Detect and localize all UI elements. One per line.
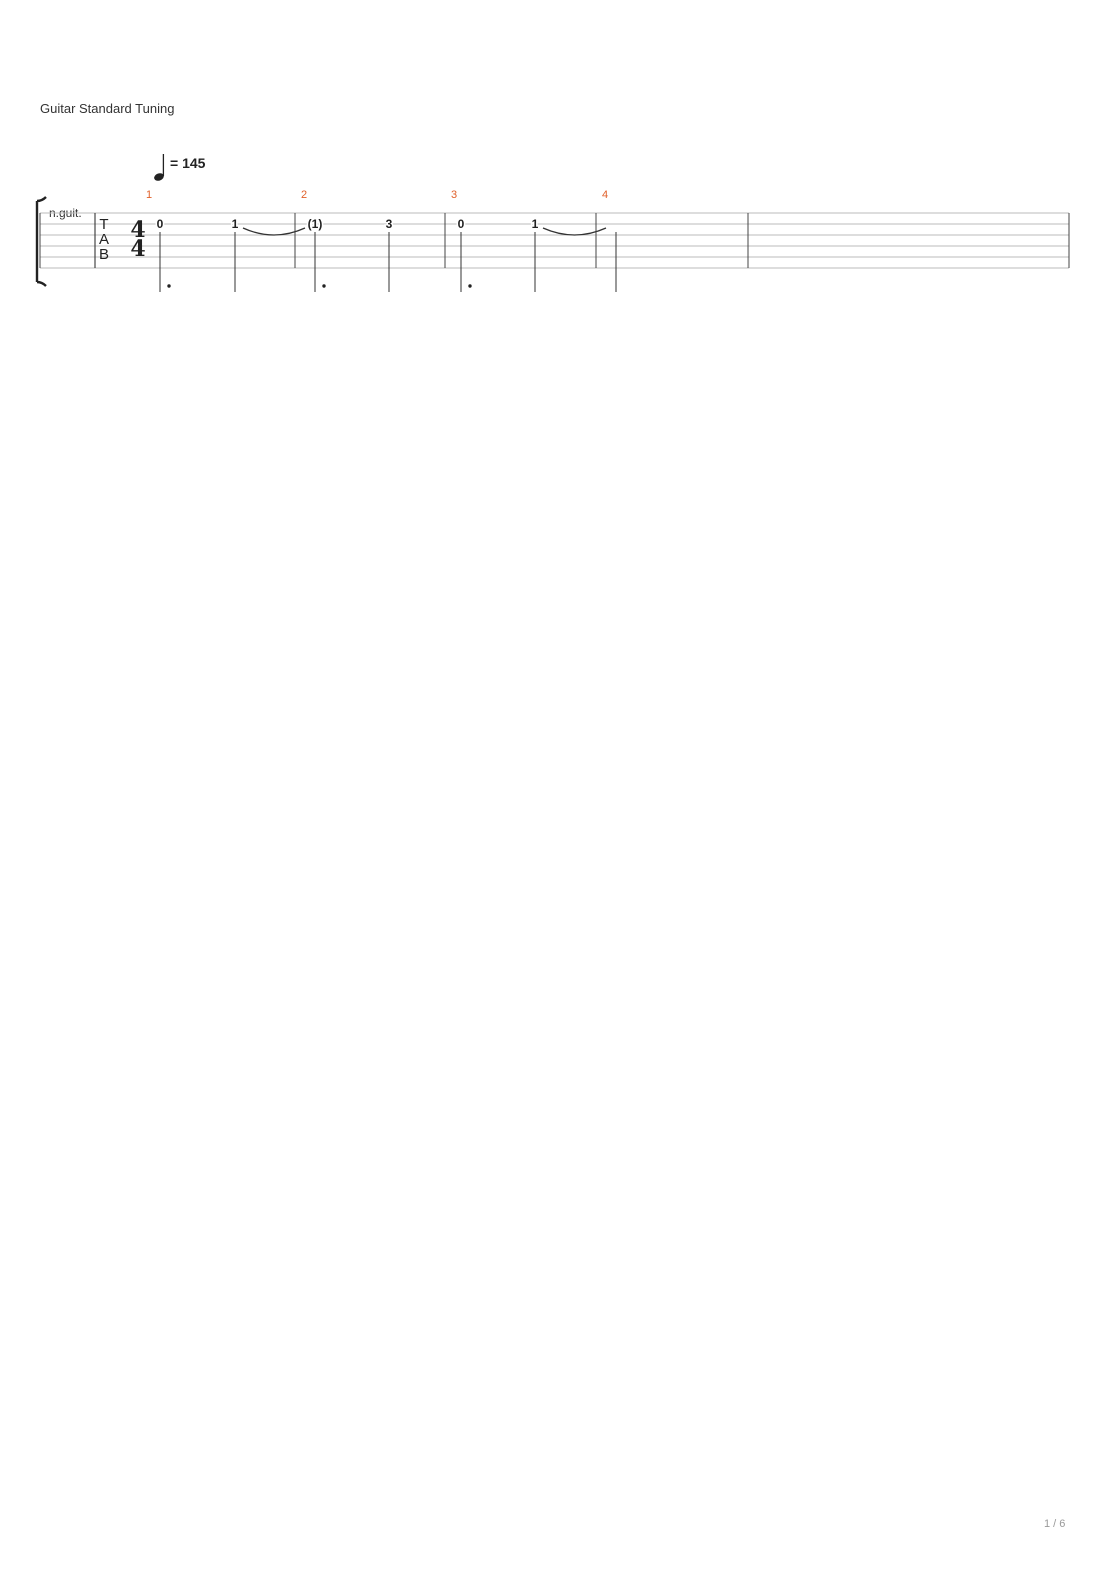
tab-clef-letter: T [99, 216, 109, 233]
fret-number: (1) [307, 217, 323, 231]
measure-number: 4 [602, 189, 609, 201]
fret-number: 3 [385, 217, 393, 231]
tab-system [37, 189, 1069, 292]
measure-number: 1 [146, 189, 153, 201]
tie [243, 228, 305, 235]
tempo-value: = 145 [170, 155, 206, 171]
tab-clef-letter: B [98, 246, 110, 263]
system-bracket [37, 197, 46, 286]
tuning-label: Guitar Standard Tuning [40, 101, 175, 116]
duration-dot [322, 284, 325, 287]
measure [146, 189, 308, 292]
duration-dot [167, 284, 170, 287]
measure [301, 189, 393, 292]
measure-number: 2 [301, 189, 308, 201]
measure [602, 189, 616, 292]
fret-number: 0 [457, 217, 465, 231]
tab-clef-letter: A [98, 231, 110, 248]
time-signature: 4 [130, 217, 146, 243]
measure-number: 3 [451, 189, 458, 201]
fret-number: 0 [156, 217, 164, 231]
fret-number: 1 [231, 217, 239, 231]
instrument-label: n.guit. [49, 206, 82, 220]
fret-number: 1 [531, 217, 539, 231]
measure [451, 189, 609, 292]
tie [543, 228, 606, 235]
page-number: 1 / 6 [1044, 1518, 1066, 1530]
duration-dot [468, 284, 471, 287]
time-signature: 4 [130, 236, 146, 262]
